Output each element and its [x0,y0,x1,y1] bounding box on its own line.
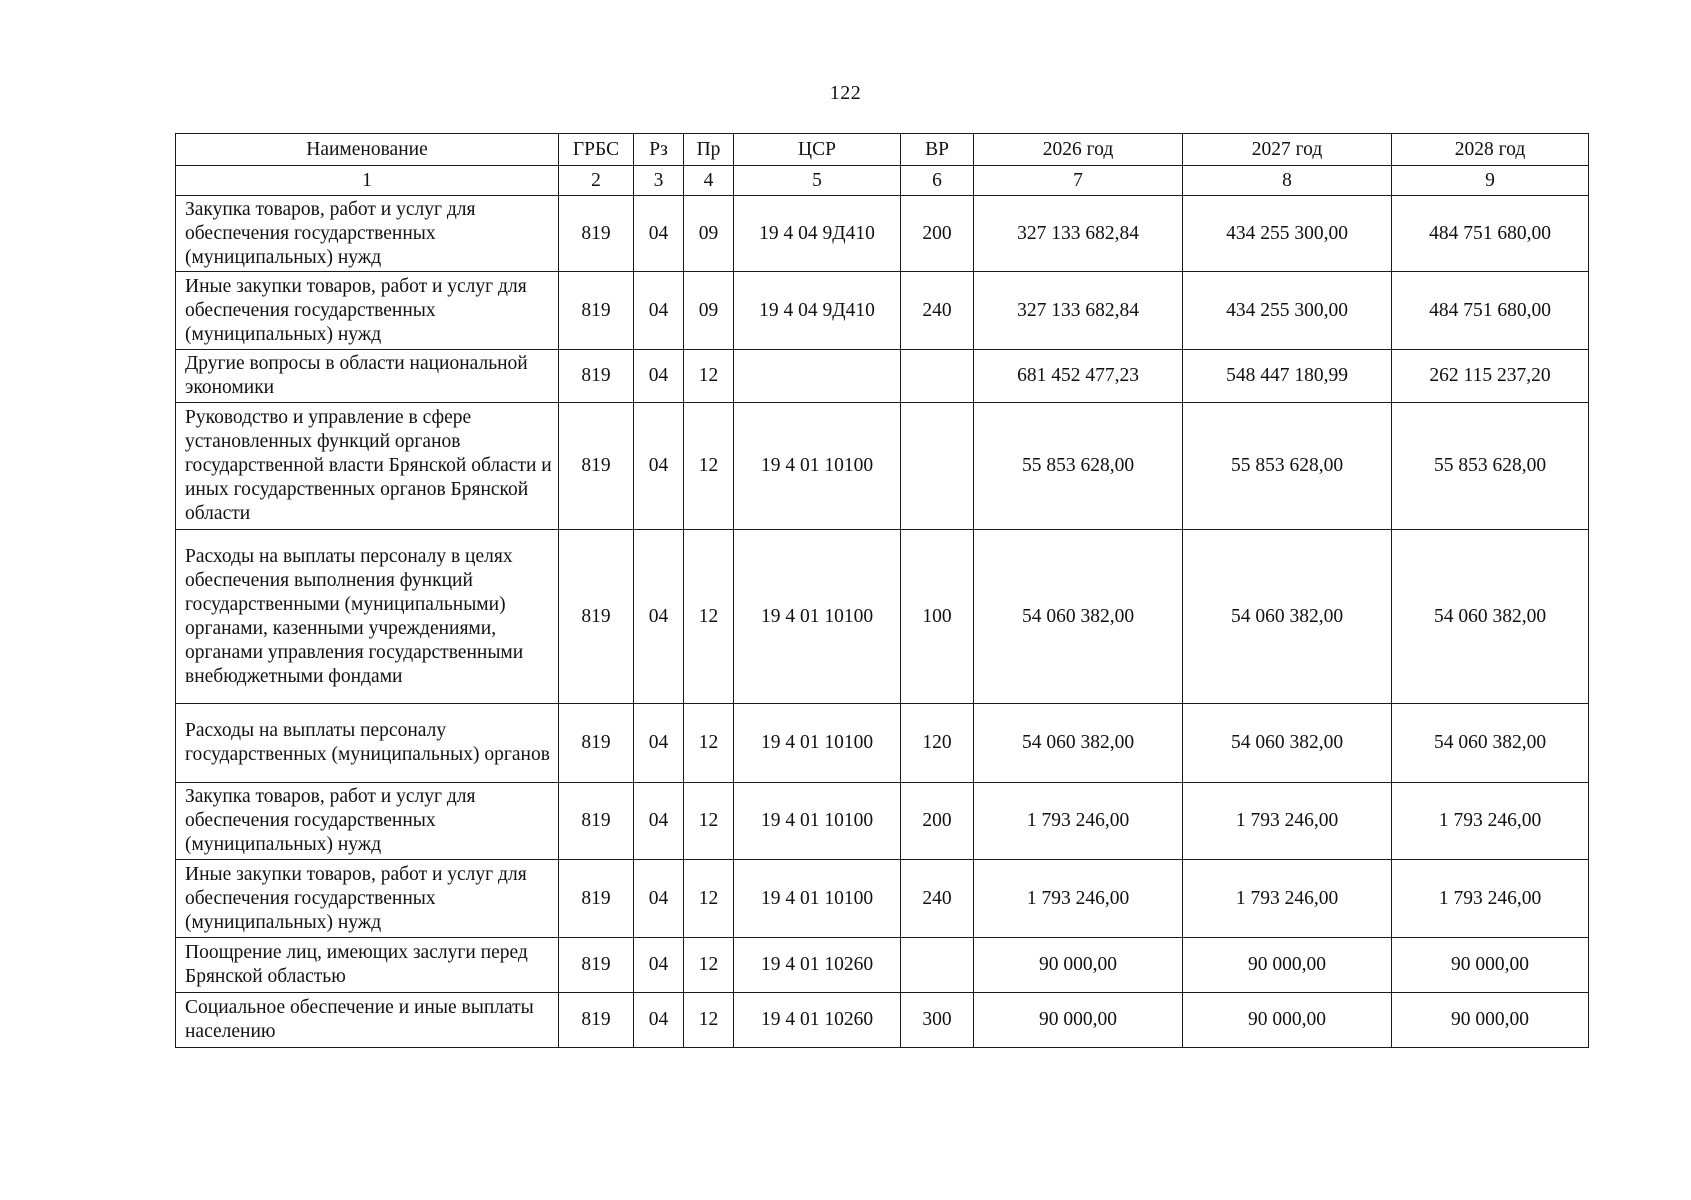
row-amount-2027: 90 000,00 [1183,938,1392,993]
row-amount-2028: 54 060 382,00 [1392,704,1589,783]
header-row [176,134,1589,166]
row-grbs: 819 [559,530,634,704]
row-csr: 19 4 01 10100 [734,704,901,783]
row-amount-2027: 1 793 246,00 [1183,860,1392,938]
row-amount-2027: 1 793 246,00 [1183,783,1392,860]
row-amount-2027: 548 447 180,99 [1183,350,1392,403]
row-name: Поощрение лиц, имеющих заслуги перед Брянской областью [176,938,559,993]
row-rz: 04 [634,403,684,530]
row-pr: 09 [684,272,734,350]
column-number: 4 [684,166,734,196]
row-amount-2026: 327 133 682,84 [974,272,1183,350]
header-name: Наименование [176,134,559,166]
row-vr [901,403,974,530]
row-csr: 19 4 01 10100 [734,403,901,530]
table-row [176,938,1589,993]
header-grbs: ГРБС [559,134,634,166]
row-amount-2028: 55 853 628,00 [1392,403,1589,530]
row-name: Социальное обеспечение и иные выплаты населению [176,993,559,1048]
column-number: 8 [1183,166,1392,196]
row-csr [734,350,901,403]
row-pr: 12 [684,938,734,993]
row-grbs: 819 [559,403,634,530]
row-pr: 12 [684,403,734,530]
row-pr: 12 [684,704,734,783]
row-csr: 19 4 01 10100 [734,530,901,704]
row-vr [901,938,974,993]
row-name: Другие вопросы в области национальной экономики [176,350,559,403]
header-rz: Рз [634,134,684,166]
row-amount-2026: 681 452 477,23 [974,350,1183,403]
page-number: 122 [829,82,862,104]
row-amount-2026: 327 133 682,84 [974,196,1183,272]
row-name: Расходы на выплаты персоналу государственных (муниципальных) органов [176,704,559,783]
row-amount-2028: 54 060 382,00 [1392,530,1589,704]
row-rz: 04 [634,196,684,272]
row-rz: 04 [634,530,684,704]
row-amount-2026: 54 060 382,00 [974,704,1183,783]
row-rz: 04 [634,350,684,403]
row-grbs: 819 [559,783,634,860]
row-grbs: 819 [559,704,634,783]
row-amount-2028: 90 000,00 [1392,938,1589,993]
row-rz: 04 [634,704,684,783]
row-vr: 100 [901,530,974,704]
row-amount-2027: 55 853 628,00 [1183,403,1392,530]
row-grbs: 819 [559,272,634,350]
row-rz: 04 [634,993,684,1048]
table-row [176,272,1589,350]
column-number: 7 [974,166,1183,196]
row-amount-2026: 90 000,00 [974,938,1183,993]
row-csr: 19 4 01 10260 [734,938,901,993]
row-vr: 200 [901,196,974,272]
row-amount-2028: 484 751 680,00 [1392,196,1589,272]
row-amount-2028: 1 793 246,00 [1392,860,1589,938]
table-row [176,783,1589,860]
row-amount-2026: 1 793 246,00 [974,783,1183,860]
header-2027: 2027 год [1183,134,1392,166]
row-name: Расходы на выплаты персоналу в целях обеспечения выполнения функций государственными (муниципальными) органами, казенными учреждениями, органами управления государственными внебюджетными фондами [176,530,559,704]
header-pr: Пр [684,134,734,166]
table-row [176,196,1589,272]
table-row [176,530,1589,704]
row-amount-2028: 90 000,00 [1392,993,1589,1048]
row-pr: 09 [684,196,734,272]
column-number: 9 [1392,166,1589,196]
table-row [176,993,1589,1048]
row-csr: 19 4 01 10100 [734,860,901,938]
header-2028: 2028 год [1392,134,1589,166]
row-vr: 300 [901,993,974,1048]
row-rz: 04 [634,783,684,860]
row-vr: 200 [901,783,974,860]
row-grbs: 819 [559,350,634,403]
row-vr [901,350,974,403]
row-vr: 240 [901,272,974,350]
row-csr: 19 4 04 9Д410 [734,196,901,272]
row-grbs: 819 [559,938,634,993]
table-row [176,704,1589,783]
row-csr: 19 4 01 10260 [734,993,901,1048]
row-amount-2026: 55 853 628,00 [974,403,1183,530]
row-name: Руководство и управление в сфере установленных функций органов государственной власти Брянской области и иных государственных органов Брянской области [176,403,559,530]
header-2026: 2026 год [974,134,1183,166]
row-pr: 12 [684,350,734,403]
row-pr: 12 [684,783,734,860]
row-amount-2026: 1 793 246,00 [974,860,1183,938]
row-grbs: 819 [559,196,634,272]
row-name: Иные закупки товаров, работ и услуг для обеспечения государственных (муниципальных) нужд [176,860,559,938]
table-row [176,860,1589,938]
row-pr: 12 [684,860,734,938]
row-amount-2027: 54 060 382,00 [1183,530,1392,704]
row-amount-2027: 90 000,00 [1183,993,1392,1048]
column-number: 3 [634,166,684,196]
row-name: Закупка товаров, работ и услуг для обеспечения государственных (муниципальных) нужд [176,196,559,272]
column-number: 5 [734,166,901,196]
budget-table [175,133,1589,1048]
row-rz: 04 [634,272,684,350]
table-row [176,403,1589,530]
row-pr: 12 [684,993,734,1048]
row-amount-2026: 90 000,00 [974,993,1183,1048]
row-grbs: 819 [559,860,634,938]
row-amount-2026: 54 060 382,00 [974,530,1183,704]
row-vr: 240 [901,860,974,938]
header-csr: ЦСР [734,134,901,166]
row-amount-2028: 262 115 237,20 [1392,350,1589,403]
column-number: 1 [176,166,559,196]
row-name: Закупка товаров, работ и услуг для обеспечения государственных (муниципальных) нужд [176,783,559,860]
table-row [176,350,1589,403]
row-name: Иные закупки товаров, работ и услуг для обеспечения государственных (муниципальных) нужд [176,272,559,350]
row-pr: 12 [684,530,734,704]
row-amount-2027: 54 060 382,00 [1183,704,1392,783]
row-rz: 04 [634,938,684,993]
header-vr: ВР [901,134,974,166]
row-csr: 19 4 01 10100 [734,783,901,860]
row-grbs: 819 [559,993,634,1048]
row-amount-2027: 434 255 300,00 [1183,196,1392,272]
row-vr: 120 [901,704,974,783]
row-amount-2028: 1 793 246,00 [1392,783,1589,860]
row-amount-2028: 484 751 680,00 [1392,272,1589,350]
column-number-row [176,166,1589,196]
row-csr: 19 4 04 9Д410 [734,272,901,350]
column-number: 2 [559,166,634,196]
row-rz: 04 [634,860,684,938]
column-number: 6 [901,166,974,196]
row-amount-2027: 434 255 300,00 [1183,272,1392,350]
